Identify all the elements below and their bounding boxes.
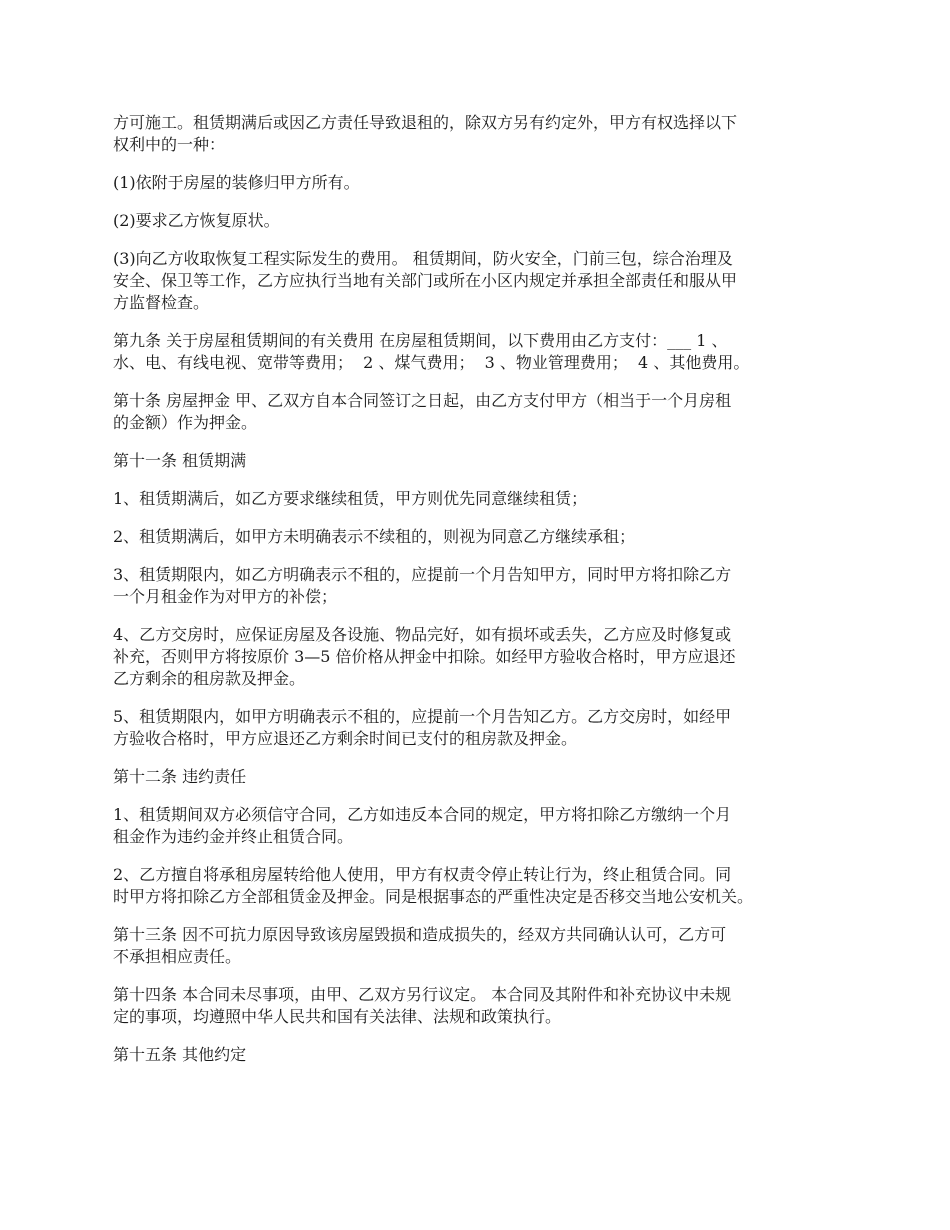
paragraph-option-1: (1)依附于房屋的装修归甲方所有。 (113, 173, 360, 192)
document-body (113, 112, 853, 1082)
paragraph-article-11-item-5: 5、租赁期限内，如甲方明确表示不租的，应提前一个月告知乙方。乙方交房时，如经甲 方验收合格时，甲方应退还乙方剩余时间已支付的租房款及押金。 (113, 707, 732, 748)
paragraph-option-3: (3)向乙方收取恢复工程实际发生的费用。 租赁期间，防火安全，门前三包，综合治理及 安全、保卫等工作，乙方应执行当地有关部门或所在小区内规定并承担全部责任和服从甲 方监督检查。 (113, 249, 738, 312)
heading-article-12: 第十二条 违约责任 (113, 767, 247, 786)
paragraph-article-11-item-1: 1、租赁期满后，如乙方要求继续租赁，甲方则优先同意继续租赁； (113, 489, 588, 508)
paragraph-article-11-item-2: 2、租赁期满后，如甲方未明确表示不续租的，则视为同意乙方继续承租； (113, 527, 636, 546)
paragraph-option-2: (2)要求乙方恢复原状。 (113, 211, 280, 230)
paragraph-article-11-item-4: 4、乙方交房时，应保证房屋及各设施、物品完好，如有损坏或丢失，乙方应及时修复或 补充，否则甲方将按原价 3—5 倍价格从押金中扣除。如经甲方验收合格时，甲方应退还 乙方剩余的租房款及押金。 (113, 625, 736, 688)
paragraph-renovation-options: 方可施工。租赁期满后或因乙方责任导致退租的，除双方另有约定外，甲方有权选择以下 权利中的一种： (113, 113, 738, 154)
paragraph-article-14: 第十四条 本合同未尽事项，由甲、乙双方另行议定。 本合同及其附件和补充协议中未规 定的事项，均遵照中华人民共和国有关法律、法规和政策执行。 (113, 985, 732, 1026)
paragraph-article-9: 第九条 关于房屋租赁期间的有关费用 在房屋租赁期间，以下费用由乙方支付：___ 1 、 水、电、有线电视、宽带等费用； 2 、煤气费用； 3 、物业管理费用； 4 、其他费用。 (113, 331, 750, 372)
paragraph-article-12-item-1: 1、租赁期间双方必须信守合同，乙方如违反本合同的规定，甲方将扣除乙方缴纳一个月 租金作为违约金并终止租赁合同。 (113, 805, 732, 846)
paragraph-article-13: 第十三条 因不可抗力原因导致该房屋毁损和造成损失的，经双方共同确认认可，乙方可 不承担相应责任。 (113, 925, 727, 966)
heading-article-11: 第十一条 租赁期满 (113, 451, 247, 470)
paragraph-article-12-item-2: 2、乙方擅自将承租房屋转给他人使用，甲方有权责令停止转让行为，终止租赁合同。同 时甲方将扣除乙方全部租赁金及押金。同是根据事态的严重性决定是否移交当地公安机关。 (113, 865, 754, 906)
paragraph-article-11-item-3: 3、租赁期限内，如乙方明确表示不租的，应提前一个月告知甲方，同时甲方将扣除乙方 一个月租金作为对甲方的补偿； (113, 565, 732, 606)
paragraph-article-10: 第十条 房屋押金 甲、乙双方自本合同签订之日起，由乙方支付甲方（相当于一个月房租 的金额）作为押金。 (113, 391, 732, 432)
heading-article-15: 第十五条 其他约定 (113, 1045, 247, 1064)
